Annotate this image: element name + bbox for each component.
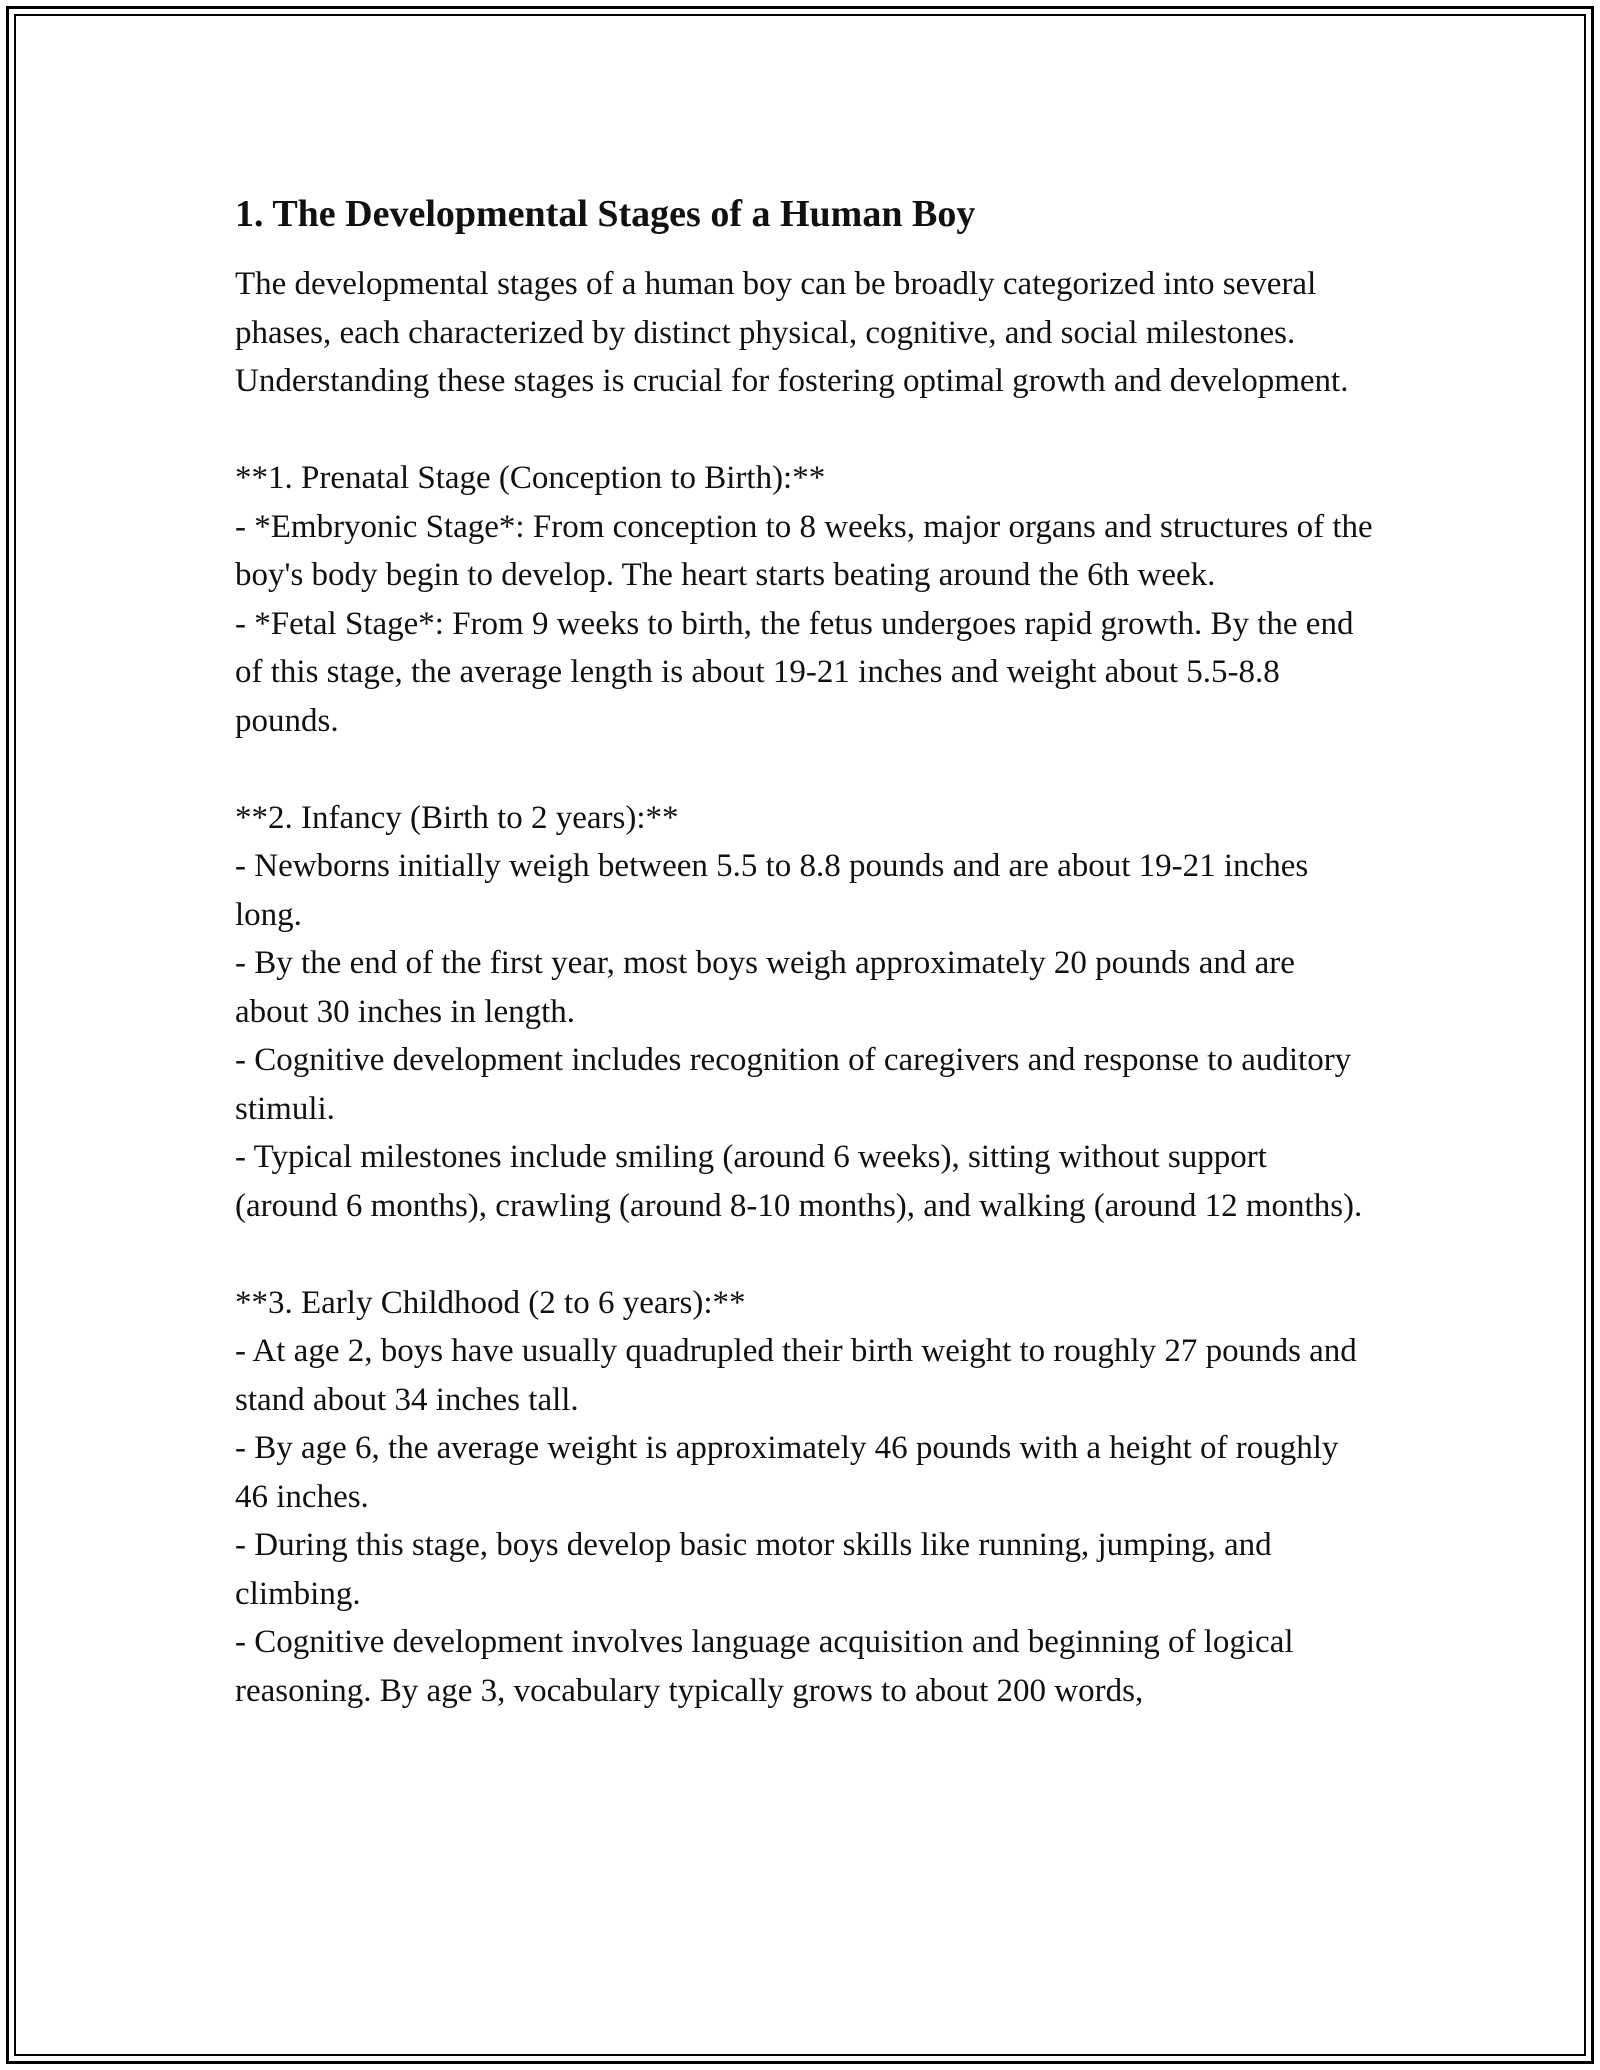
section-heading: **2. Infancy (Birth to 2 years):**	[235, 799, 679, 836]
section-early-childhood	[235, 1279, 1375, 1716]
blank-line	[235, 1230, 1375, 1279]
section-heading: **1. Prenatal Stage (Conception to Birth):**	[235, 460, 826, 496]
document-body	[235, 188, 1381, 1715]
list-item: - During this stage, boys develop basic motor skills like running, jumping, and climbing.	[235, 1527, 1280, 1612]
document-title: 1. The Developmental Stages of a Human Boy	[235, 193, 976, 235]
list-item: - Newborns initially weigh between 5.5 to 8.8 pounds and are about 19-21 inches long.	[235, 848, 1317, 933]
list-item: - By the end of the first year, most boys weigh approximately 20 pounds and are about 30 inches in length.	[235, 945, 1304, 1030]
list-item: - Cognitive development involves language acquisition and beginning of logical reasoning. By age 3, vocabulary typically grows to about 200 words,	[235, 1624, 1302, 1709]
section-prenatal	[235, 454, 1381, 745]
list-item: - At age 2, boys have usually quadrupled their birth weight to roughly 27 pounds and stand about 34 inches tall.	[235, 1333, 1366, 1418]
section-infancy	[235, 794, 1375, 1231]
section-heading: **3. Early Childhood (2 to 6 years):**	[235, 1284, 746, 1321]
list-item: - By age 6, the average weight is approximately 46 pounds with a height of roughly 46 inches.	[235, 1430, 1347, 1515]
blank-line	[235, 745, 1375, 794]
list-item: - Typical milestones include smiling (around 6 weeks), sitting without support (around 6 months), crawling (around 8-10 months), and walking (around 12 months).	[235, 1139, 1363, 1224]
list-item: - Cognitive development includes recognition of caregivers and response to auditory stimuli.	[235, 1042, 1360, 1127]
list-item: - *Embryonic Stage*: From conception to 8 weeks, major organs and structures of the boy's body begin to develop. The heart starts beating around the 6th week.	[235, 508, 1381, 593]
blank-line	[235, 406, 1375, 455]
list-item: - *Fetal Stage*: From 9 weeks to birth, the fetus undergoes rapid growth. By the end of this stage, the average length is about 19-21 inches and weight about 5.5-8.8 pounds.	[235, 605, 1362, 739]
intro-paragraph: The developmental stages of a human boy can be broadly categorized into several phases, each characterized by distinct physical, cognitive, and social milestones. Understanding these stages is crucial for fostering optimal growth and development.	[235, 266, 1349, 399]
